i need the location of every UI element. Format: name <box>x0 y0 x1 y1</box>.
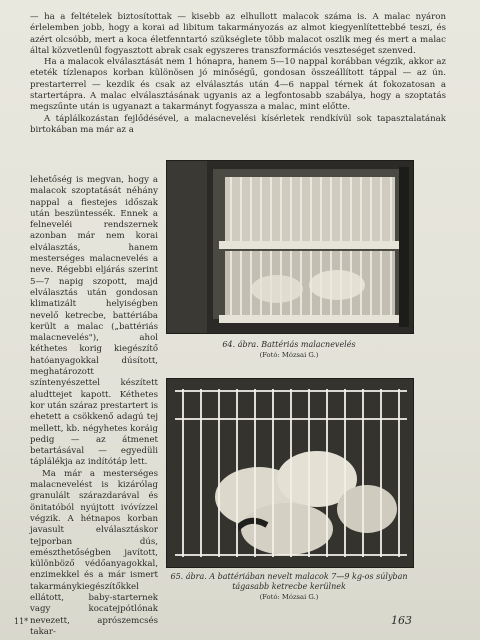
paragraph: A táplálkozástan fejlődésével, a malacnevelési kísérletek rendkívül sok tapasztalatának birtokában ma már az a <box>30 113 446 135</box>
figure-65-caption <box>166 572 412 602</box>
paragraph: lehetőség is megvan, hogy a malacok szoptatását néhány nappal a fiestejes időszak után beszüntessék. Ennek a felneveléi rendszernek azonban már nem korai elválasztás, hanem mesterséges malacnevelés a neve. Régebbi eljárás szerint 5—7 napig szopott, majd elválasztás után gondosan klimatizált helyiségben nevelő ketrecbe, battériába került a malac („battériás malacnevelés"), ahol kéthetes korig kiegészítő hatóanyagokkal dúsított, meghatározott színtenyészettel készített aludttejet kapott. Kéthetes kor után száraz prestartert is ehetett a csökkenő adagú tej mellett, kb. négyhetes koráig pedig — az átmenet betartásával — egyedüli táplálékja az indítótáp lett. <box>30 175 158 468</box>
caption-text: 65. ábra. A battériában nevelt malacok 7—9 kg-os súlyban tágasabb ketrecbe kerülnek <box>170 572 408 591</box>
figure-65-photo <box>166 378 414 568</box>
top-text-block <box>30 12 446 136</box>
printer-signature-mark: 11* <box>14 617 29 626</box>
piglets-cage-photo-illustration <box>167 379 413 567</box>
figure-64-photo <box>166 160 414 334</box>
paragraph: Ma már a mesterséges malacnevelést is kizárólag granulált szárazdarával és önitatóból nyújtott ivóvízzel végzik. A hétnapos korban javasult elválasztáskor tejporban dús, emészthetőségben javított, különböző védőanyagokkal, enzimekkel és a már ismert takarmánykiegészítőkkel ellátott, baby-starternek vagy kocatejpótlónak nevezett, aprószemcsés takar- <box>30 468 158 637</box>
caption-text: 64. ábra. Battériás malacnevelés <box>222 340 356 349</box>
page-number: 163 <box>391 614 412 627</box>
left-column-text <box>30 175 158 638</box>
figure-64-caption <box>166 340 412 360</box>
paragraph: Ha a malacok elválasztását nem 1 hónapra, hanem 5—10 nappal korábban végzik, akkor az eteték tízlenapos korban különösen jó minőségű, gondosan összeállított táppal — az ún. prestarterrel — kezdik és csak az elválasztás után 4—6 nappal térnek át fokozatosan a startertápra. A malac elválasztásának ugyanis az a legfontosabb szabálya, hogy a szoptatás megszűnte után is ugyanazt a takarmányt fogyassza a malac, mint előtte. <box>30 57 446 113</box>
paragraph: — ha a feltételek biztosítottak — kisebb az elhullott malacok száma is. A malac nyáron érlelemben jobb, hogy a korai ad libitum takarmányozás az almot kiegyenlítettebbé teszi, és azért olcsóbb, mert a koca életfenntartó szükséglete több malacot oszlik meg és mert a malac által közvetlenül fogyasztott abrak csak egyszeres transzformációs veszteséget szenved. <box>30 12 446 56</box>
battery-cage-photo-illustration <box>167 161 413 333</box>
photo-credit: (Fotó: Mózsai G.) <box>259 351 319 359</box>
photo-credit: (Fotó: Mózsai G.) <box>259 593 319 601</box>
